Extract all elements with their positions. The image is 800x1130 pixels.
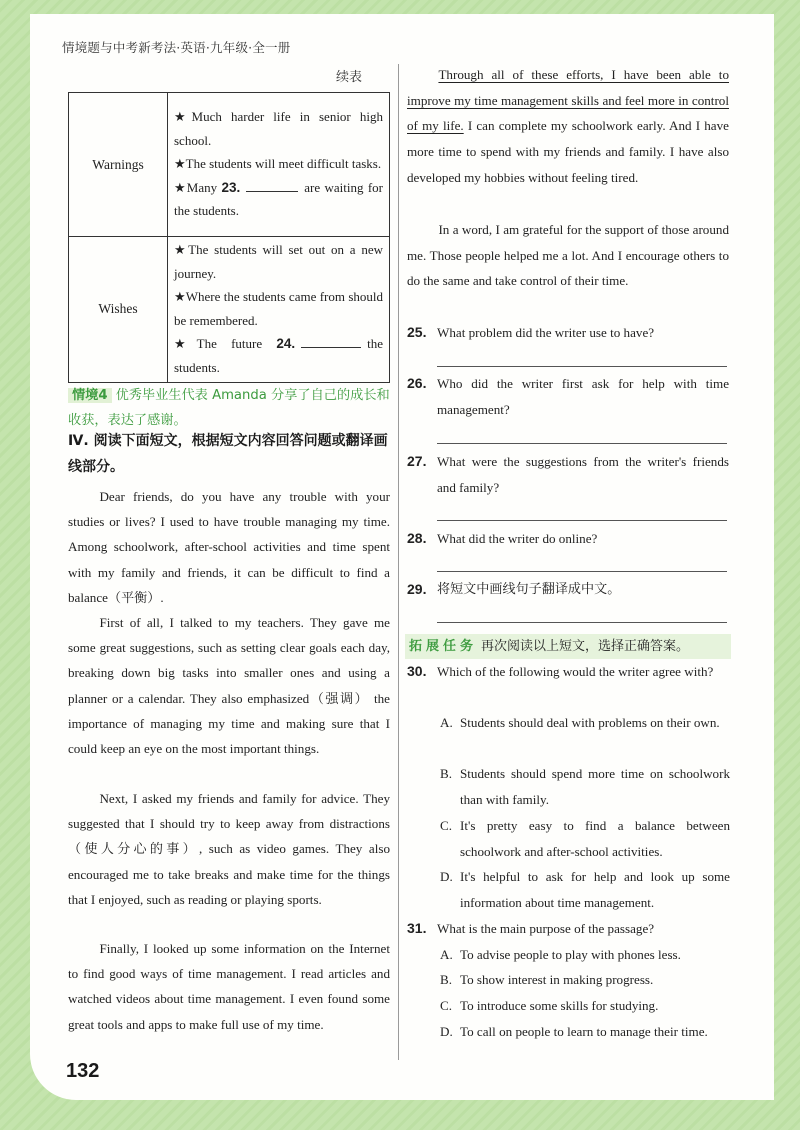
question-26 xyxy=(407,371,729,422)
extension-text: 再次阅读以上短文，选择正确答案。 xyxy=(481,639,690,654)
option-30-d[interactable] xyxy=(440,864,730,915)
question-25 xyxy=(407,320,729,346)
extension-tag: 拓展任务 xyxy=(409,639,478,654)
question-text: 将短文中画线句子翻译成中文。 xyxy=(437,582,621,597)
scenario-tag: 情境4 xyxy=(68,388,112,403)
table-item: ★The students will set out on a new journey. xyxy=(174,242,383,281)
question-number: 29. xyxy=(407,581,427,597)
item-text-after: are waiting for the students. xyxy=(174,179,384,219)
question-text: What problem did the writer use to have? xyxy=(437,325,655,340)
section-number: Ⅳ. xyxy=(68,433,89,449)
question-number: 25. xyxy=(407,324,427,340)
question-text: What were the suggestions from the writer's friends and family? xyxy=(437,454,729,495)
table-row xyxy=(69,237,390,383)
question-text: Which of the following would the writer agree with? xyxy=(437,664,714,679)
answer-line-27[interactable] xyxy=(437,520,727,521)
option-letter: B. xyxy=(440,766,453,781)
question-number: 30. xyxy=(407,663,427,679)
option-text: To show interest in making progress. xyxy=(460,972,654,987)
passage-paragraph-1: Dear friends, do you have any trouble with your studies or lives? I used to have trouble managing my time. Among schoolwork, after-school activities and time spent with my family and friends, it can be difficult to find a balance（平衡）. xyxy=(68,489,390,605)
column-divider xyxy=(398,64,399,1060)
question-number: 28. xyxy=(407,530,427,546)
passage-paragraph-2: First of all, I talked to my teachers. They gave me some great suggestions, such as setting clear goals each day, breaking down big tasks into smaller ones and using a planner or a calendar. They also emphasized（强调） the importance of managing my time and making sure that I could keep an eye on the most important things. xyxy=(68,615,390,757)
question-text: Who did the writer first ask for help with time management? xyxy=(437,376,729,417)
question-text: What is the main purpose of the passage? xyxy=(437,921,655,936)
option-letter: B. xyxy=(440,972,453,987)
question-number: 26. xyxy=(407,375,427,391)
underlined-sentence: Through all of these efforts, I have been able to improve my time management skills and feel more in control of my life. xyxy=(407,67,729,134)
option-text: It's pretty easy to find a balance between schoolwork and after-school activities. xyxy=(460,818,730,859)
option-letter: C. xyxy=(440,818,453,833)
table-item-blank xyxy=(174,176,383,223)
paragraph-rest: I can complete my schoolwork early. And I have more time to spend with my friends and family. I have also developed my hobbies without feeling tired. xyxy=(407,118,729,185)
option-31-a[interactable] xyxy=(440,942,730,968)
item-text-after: the students. xyxy=(174,336,384,375)
table-item-blank xyxy=(174,332,383,379)
page-number: 132 xyxy=(66,1060,100,1082)
running-header: 情境题与中考新考法·英语·九年级·全一册 xyxy=(62,40,291,55)
option-30-a[interactable] xyxy=(440,710,730,736)
answer-blank-23[interactable] xyxy=(246,179,298,192)
row-items xyxy=(168,93,390,237)
section-heading xyxy=(68,428,390,480)
option-31-b[interactable] xyxy=(440,967,730,993)
blank-number-23: 23. xyxy=(221,179,241,195)
question-31 xyxy=(407,916,729,942)
option-text: Students should spend more time on schoolwork than with family. xyxy=(460,766,730,807)
passage-paragraph-5 xyxy=(407,62,729,191)
answer-line-26[interactable] xyxy=(437,443,727,444)
table-item: ★The students will meet difficult tasks. xyxy=(174,156,382,172)
option-letter: A. xyxy=(440,947,453,962)
option-31-d[interactable] xyxy=(440,1019,730,1045)
table-continued-label: 续表 xyxy=(336,70,363,85)
item-text-before: ★Many xyxy=(174,179,218,195)
option-letter: C. xyxy=(440,998,453,1013)
option-letter: D. xyxy=(440,869,453,884)
blank-number-24: 24. xyxy=(276,336,296,352)
passage-paragraph-3: Next, I asked my friends and family for advice. They suggested that I should try to keep away from distractions（使人分心的事）, such as video games. They also encouraged me to take breaks and make time for the things that I enjoyed, such as reading or playing sports. xyxy=(68,791,390,907)
question-28 xyxy=(407,526,729,552)
option-30-b[interactable] xyxy=(440,761,730,812)
extension-task-banner xyxy=(405,634,731,659)
answer-blank-24[interactable] xyxy=(301,335,361,348)
option-text: To introduce some skills for studying. xyxy=(460,998,659,1013)
question-27 xyxy=(407,449,729,500)
question-text: What did the writer do online? xyxy=(437,531,598,546)
table-row xyxy=(69,93,390,237)
question-number: 27. xyxy=(407,453,427,469)
passage-paragraph-4: Finally, I looked up some information on the Internet to find good ways of time management. I read articles and watched videos about time management. I even found some great tools and apps to make full use of my time. xyxy=(68,941,390,1032)
answer-line-29[interactable] xyxy=(437,622,727,623)
answer-line-25[interactable] xyxy=(437,366,727,367)
passage-paragraph-6: In a word, I am grateful for the support of those around me. Those people helped me a lot. And I encourage others to do the same and take control of their time. xyxy=(407,222,729,289)
continued-table xyxy=(68,92,390,383)
item-text-before: ★The future xyxy=(174,336,263,352)
option-text: Students should deal with problems on their own. xyxy=(460,715,720,730)
table-item: ★Much harder life in senior high school. xyxy=(174,109,383,148)
row-items xyxy=(168,237,390,383)
option-text: To advise people to play with phones less. xyxy=(460,947,681,962)
row-label-wishes: Wishes xyxy=(69,237,168,383)
answer-line-28[interactable] xyxy=(437,571,727,572)
table-item: ★Where the students came from should be remembered. xyxy=(174,289,383,328)
option-30-c[interactable] xyxy=(440,813,730,864)
option-letter: A. xyxy=(440,715,453,730)
option-letter: D. xyxy=(440,1024,453,1039)
question-29 xyxy=(407,577,729,603)
scenario-text: 优秀毕业生代表 Amanda 分享了自己的成长和收获，表达了感谢。 xyxy=(68,388,390,428)
question-30 xyxy=(407,659,729,685)
section-instruction: 阅读下面短文，根据短文内容回答问题或翻译画线部分。 xyxy=(68,433,388,475)
scenario-intro xyxy=(68,383,390,433)
question-number: 31. xyxy=(407,920,427,936)
option-text: It's helpful to ask for help and look up some information about time management. xyxy=(460,869,730,910)
option-text: To call on people to learn to manage their time. xyxy=(460,1024,708,1039)
row-label-warnings: Warnings xyxy=(69,93,168,237)
option-31-c[interactable] xyxy=(440,993,730,1019)
